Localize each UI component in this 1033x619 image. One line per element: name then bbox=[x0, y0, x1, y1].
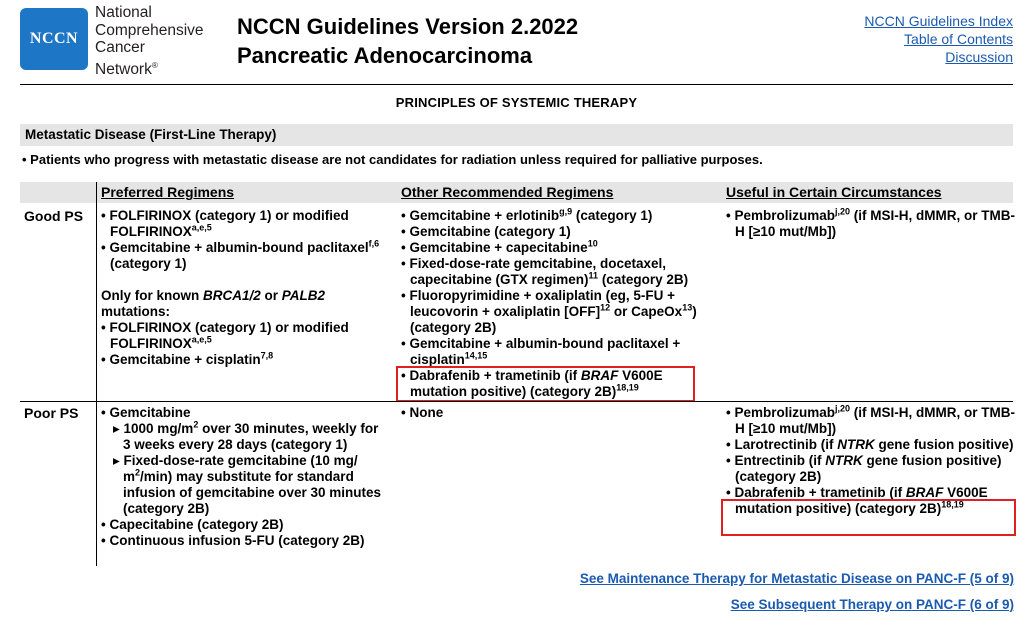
regimen-item: • FOLFIRINOX (category 1) or modified FOLFIRINOX$^{a,e,5}$ bbox=[101, 320, 349, 351]
document-title bbox=[237, 12, 578, 70]
title-disease: Pancreatic Adenocarcinoma bbox=[237, 43, 533, 68]
regimen-item-braf: • Dabrafenib + trametinib (if BRAF V600E mutation positive) (category 2B)$^{18,19}$ bbox=[726, 485, 988, 516]
col-header-useful: Useful in Certain Circumstances bbox=[726, 184, 942, 200]
regimen-item: • Larotrectinib (if NTRK gene fusion positive) bbox=[726, 437, 1014, 452]
poor-ps-preferred bbox=[101, 405, 383, 549]
org-name-line: Cancer bbox=[95, 39, 145, 56]
regimen-item: • FOLFIRINOX (category 1) or modified FOLFIRINOX$^{a,e,5}$ bbox=[101, 208, 349, 239]
regimen-item: • Gemcitabine + cisplatin$^{7,8}$ bbox=[101, 350, 274, 367]
regimen-item: • Gemcitabine (category 1) bbox=[401, 224, 571, 239]
table-vertical-rule bbox=[96, 182, 97, 566]
org-name-line: Comprehensive bbox=[95, 21, 204, 39]
regimen-item: • Pembrolizumab$^{j,20}$ (if MSI-H, dMMR, or TMB-H [≥10 mut/Mb]) bbox=[726, 403, 1015, 436]
brca-qualifier: Only for known BRCA1/2 or PALB2 mutations: bbox=[101, 288, 326, 319]
regimen-item: • Pembrolizumab$^{j,20}$ (if MSI-H, dMMR, or TMB-H [≥10 mut/Mb]) bbox=[726, 206, 1015, 239]
regimen-item: • Gemcitabine + albumin-bound paclitaxel$^{f,6}$ (category 1) bbox=[101, 238, 380, 271]
table-of-contents-link[interactable]: Table of Contents bbox=[904, 31, 1013, 47]
guidelines-index-link[interactable]: NCCN Guidelines Index bbox=[864, 13, 1013, 29]
highlight-box-braf-good-ps bbox=[396, 366, 695, 402]
title-version: NCCN Guidelines Version 2.2022 bbox=[237, 14, 579, 39]
registered-mark: ® bbox=[151, 60, 158, 70]
regimen-item: • Gemcitabine + capecitabine$^{10}$ bbox=[401, 238, 598, 255]
header-divider bbox=[20, 84, 1013, 85]
maintenance-therapy-link[interactable]: See Maintenance Therapy for Metastatic Disease on PANC-F (5 of 9) bbox=[579, 571, 1014, 586]
org-name-line: Network® bbox=[95, 60, 158, 78]
regimen-item: • Continuous infusion 5-FU (category 2B) bbox=[101, 533, 365, 548]
nccn-logo bbox=[20, 8, 88, 70]
regimen-subitem: ▸ Fixed-dose-rate gemcitabine (10 mg/ $m^2/\min$) may substitute for standard infusion of gemcitabine over 30 minutes (category 2B) bbox=[113, 453, 382, 516]
regimen-item: • Fixed-dose-rate gemcitabine, docetaxel, capecitabine (GTX regimen)$^{11}$ (category 2B) bbox=[401, 256, 689, 287]
regimen-item-braf: • Dabrafenib + trametinib (if BRAF V600E mutation positive) (category 2B)$^{18,19}$ bbox=[401, 368, 663, 399]
subsection-bar bbox=[20, 124, 1013, 146]
regimen-item: • Fluoropyrimidine + oxaliplatin (eg, 5-FU + leucovorin + oxaliplatin [OFF]$^{12}$ or CapeOx$^{13}$) (category 2B) bbox=[401, 288, 697, 335]
palliative-note: • Patients who progress with metastatic disease are not candidates for radiation unless required for palliative purposes. bbox=[22, 152, 763, 167]
poor-ps-other bbox=[401, 405, 706, 421]
good-ps-preferred bbox=[101, 208, 383, 368]
row-divider bbox=[20, 401, 1013, 402]
col-header-other: Other Recommended Regimens bbox=[401, 184, 614, 200]
discussion-link[interactable]: Discussion bbox=[945, 49, 1013, 65]
subsequent-therapy-link[interactable]: See Subsequent Therapy on PANC-F (6 of 9) bbox=[730, 597, 1014, 612]
regimen-item: • Gemcitabine + erlotinib$^{g,9}$ (category 1) bbox=[401, 206, 653, 223]
col-header-preferred: Preferred Regimens bbox=[101, 184, 235, 200]
section-title: PRINCIPLES OF SYSTEMIC THERAPY bbox=[395, 95, 638, 110]
regimen-item: • Entrectinib (if NTRK gene fusion positive) (category 2B) bbox=[726, 453, 1002, 484]
top-nav-links bbox=[864, 12, 1013, 66]
row-label-good-ps: Good PS bbox=[24, 208, 84, 224]
org-name bbox=[95, 4, 204, 78]
regimen-item: • Gemcitabine bbox=[101, 405, 191, 420]
regimen-item: • Capecitabine (category 2B) bbox=[101, 517, 284, 532]
org-name-line: National bbox=[95, 4, 152, 21]
regimen-item: • Gemcitabine + albumin-bound paclitaxel + cisplatin$^{14,15}$ bbox=[401, 336, 681, 367]
row-label-poor-ps: Poor PS bbox=[24, 405, 79, 421]
highlight-box-braf-poor-ps bbox=[721, 499, 1016, 536]
logo-text: NCCN bbox=[29, 30, 79, 47]
good-ps-useful bbox=[726, 208, 1016, 240]
subsection-title: Metastatic Disease (First-Line Therapy) bbox=[25, 127, 277, 142]
regimen-subitem: ▸ 1000 $mg/m^2$ over 30 minutes, weekly for 3 weeks every 28 days (category 1) bbox=[113, 419, 379, 452]
regimen-item: • None bbox=[401, 405, 444, 420]
